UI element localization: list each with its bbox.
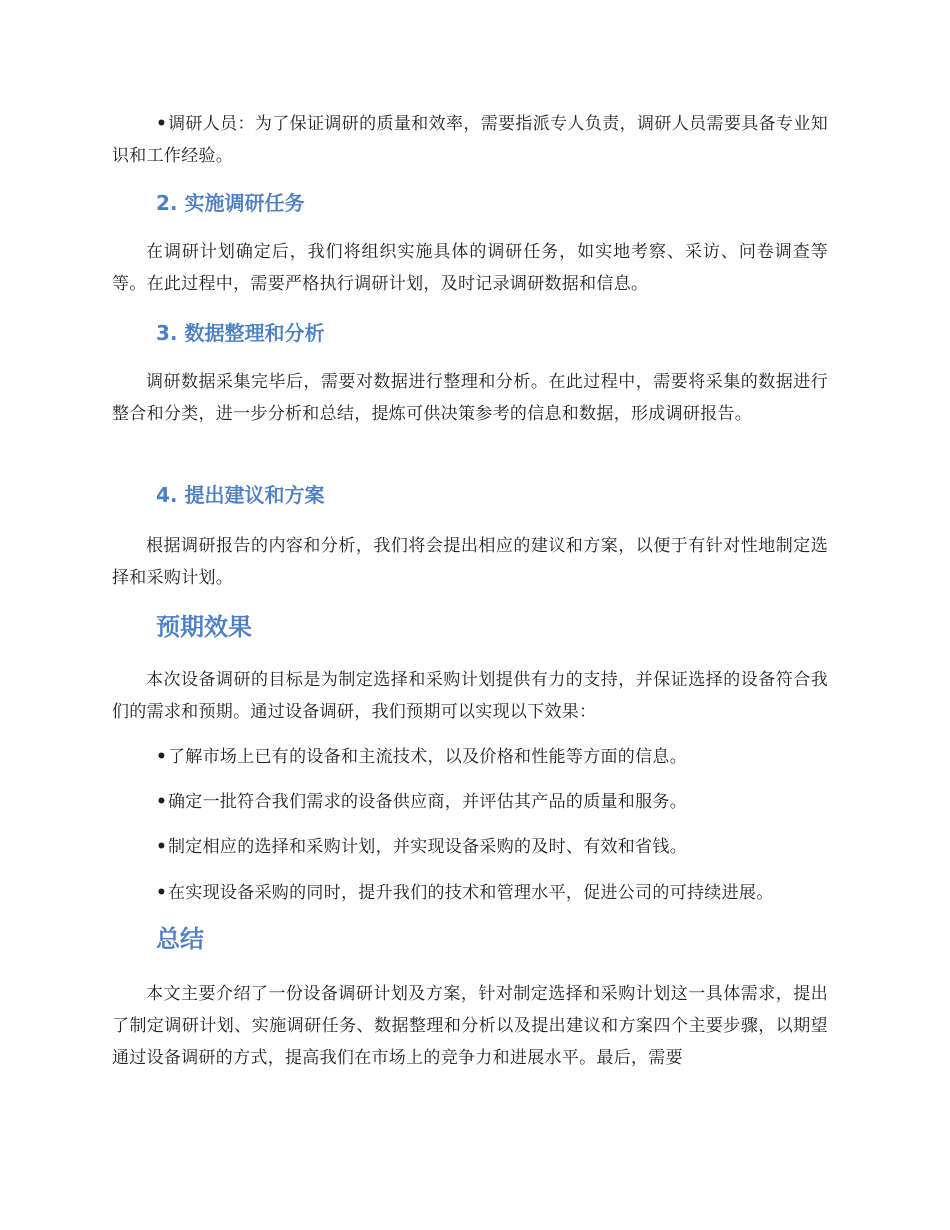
bullet-text: 调研人员：为了保证调研的质量和效率，需要指派专人负责，调研人员需要具备专业知识和工作经验。 (112, 114, 828, 166)
bullet-text: 确定一批符合我们需求的设备供应商，并评估其产品的质量和服务。 (168, 792, 687, 812)
bullet-text: 制定相应的选择和采购计划，并实现设备采购的及时、有效和省钱。 (168, 837, 687, 857)
bullet-expected-3 (112, 831, 828, 863)
bullet-dot: • (156, 747, 168, 767)
heading-suggestions: 4. 提出建议和方案 (156, 483, 325, 507)
paragraph-summary: 本文主要介绍了一份设备调研计划及方案，针对制定选择和采购计划这一具体需求，提出了制定调研计划、实施调研任务、数据整理和分析以及提出建议和方案四个主要步骤，以期望通过设备调研的方式，提高我们在市场上的竞争力和进展水平。最后，需要 (112, 984, 828, 1068)
section-title-expected-effects: 预期效果 (156, 613, 252, 641)
paragraph-suggestions: 根据调研报告的内容和分析，我们将会提出相应的建议和方案，以便于有针对性地制定选择和采购计划。 (112, 536, 828, 588)
heading-implement-tasks: 2. 实施调研任务 (156, 191, 305, 215)
bullet-dot: • (156, 792, 168, 812)
bullet-expected-2 (112, 786, 828, 818)
paragraph-expected-effects: 本次设备调研的目标是为制定选择和采购计划提供有力的支持，并保证选择的设备符合我们的需求和预期。通过设备调研，我们预期可以实现以下效果： (112, 670, 828, 722)
section-title-summary: 总结 (156, 925, 204, 953)
bullet-text: 在实现设备采购的同时，提升我们的技术和管理水平，促进公司的可持续进展。 (168, 883, 774, 903)
paragraph-implement-tasks: 在调研计划确定后，我们将组织实施具体的调研任务，如实地考察、采访、问卷调查等等。在此过程中，需要严格执行调研计划，及时记录调研数据和信息。 (112, 242, 828, 294)
bullet-expected-4 (112, 877, 828, 909)
bullet-text: 了解市场上已有的设备和主流技术，以及价格和性能等方面的信息。 (168, 747, 687, 767)
bullet-dot: • (156, 883, 168, 903)
heading-data-analysis: 3. 数据整理和分析 (156, 321, 325, 345)
paragraph-data-analysis: 调研数据采集完毕后，需要对数据进行整理和分析。在此过程中，需要将采集的数据进行整合和分类，进一步分析和总结，提炼可供决策参考的信息和数据，形成调研报告。 (112, 372, 828, 424)
bullet-expected-1 (112, 741, 828, 773)
bullet-dot: • (156, 837, 168, 857)
bullet-dot: • (156, 114, 168, 134)
bullet-researchers (112, 108, 828, 172)
